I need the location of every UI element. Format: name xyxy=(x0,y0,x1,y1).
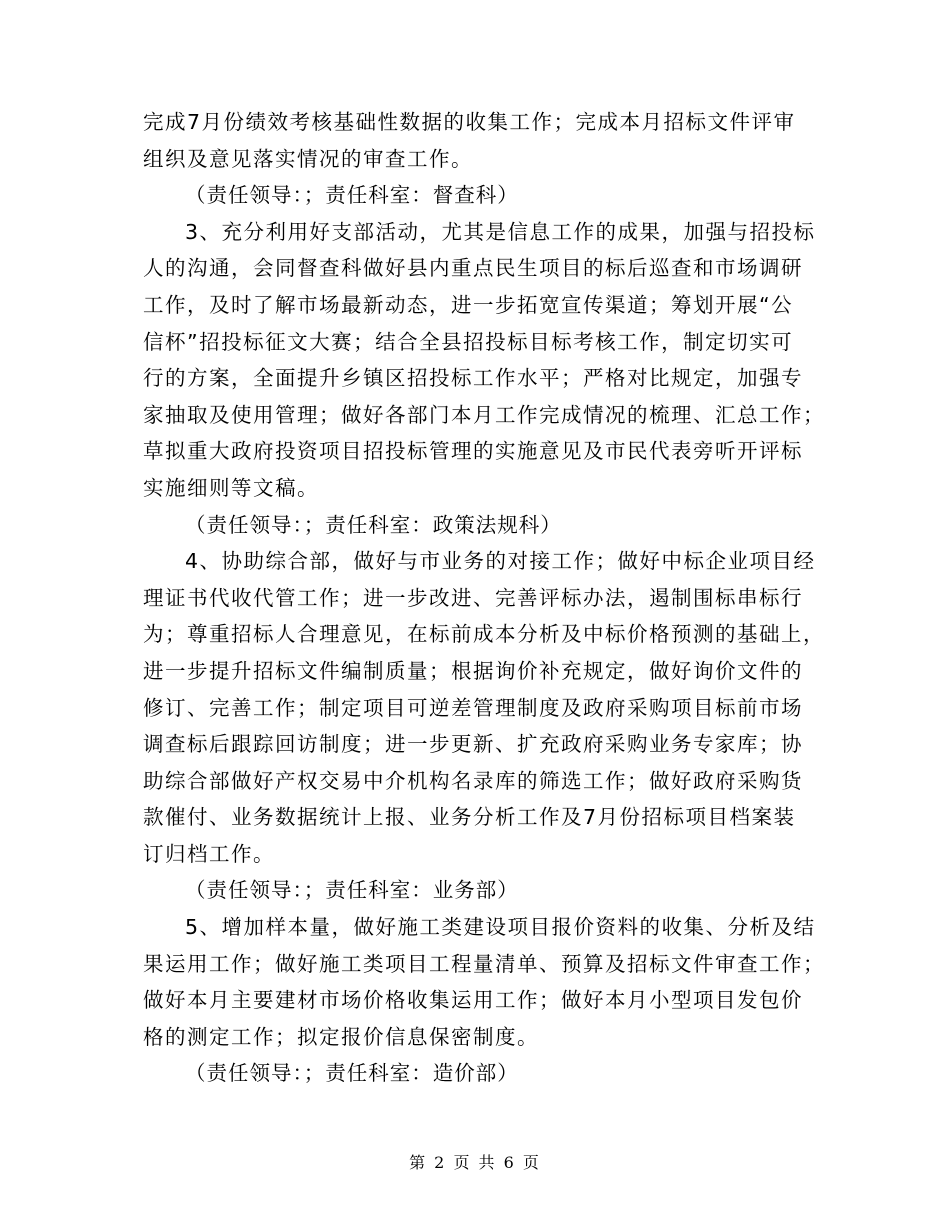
text-line: 行的方案，全面提升乡镇区招投标工作水平；严格对比规定，加强专 xyxy=(143,366,803,391)
text-line: 完成7月份绩效考核基础性数据的收集工作；完成本月招标文件评审 xyxy=(143,110,796,134)
text-line: 果运用工作；做好施工类项目工程量清单、预算及招标文件审查工作； xyxy=(143,951,825,976)
text-line: 理证书代收代管工作；进一步改进、完善评标办法，遏制围标串标行 xyxy=(143,585,803,610)
text-line: 人的沟通，会同督查科做好县内重点民生项目的标后巡查和市场调研 xyxy=(143,256,803,281)
page-number: 第 2 页 共 6 页 xyxy=(409,1153,541,1172)
text-line: 实施细则等文稿。 xyxy=(143,475,319,500)
text-line: 调查标后跟踪回访制度；进一步更新、扩充政府采购业务专家库；协 xyxy=(143,732,803,757)
text-line: 家抽取及使用管理；做好各部门本月工作完成情况的梳理、汇总工作； xyxy=(143,402,825,427)
responsibility-line: （责任领导：；责任科室：业务部） xyxy=(185,878,519,903)
paragraph-start-3: 3、充分利用好支部活动，尤其是信息工作的成果，加强与招投标 xyxy=(185,219,816,244)
document-body xyxy=(143,104,825,1092)
text-line: 为；尊重招标人合理意见，在标前成本分析及中标价格预测的基础上， xyxy=(143,622,825,647)
paragraph-start-4: 4、协助综合部，做好与市业务的对接工作；做好中标企业项目经 xyxy=(185,549,816,574)
responsibility-line: （责任领导：；责任科室：政策法规科） xyxy=(185,512,562,537)
text-line: 草拟重大政府投资项目招投标管理的实施意见及市民代表旁听开评标 xyxy=(143,439,803,464)
text-line: 工作，及时了解市场最新动态，进一步拓宽宣传渠道；筹划开展“公 xyxy=(143,292,794,317)
text-line: 进一步提升招标文件编制质量；根据询价补充规定，做好询价文件的 xyxy=(143,658,803,683)
text-line: 助综合部做好产权交易中介机构名录库的筛选工作；做好政府采购货 xyxy=(143,768,803,793)
responsibility-line: （责任领导：；责任科室：督查科） xyxy=(185,183,519,208)
responsibility-line: （责任领导：；责任科室：造价部） xyxy=(185,1061,519,1086)
text-line: 修订、完善工作；制定项目可逆差管理制度及政府采购项目标前市场 xyxy=(143,695,803,720)
text-line: 订归档工作。 xyxy=(143,841,275,866)
text-line: 格的测定工作；拟定报价信息保密制度。 xyxy=(143,1024,539,1049)
text-line: 组织及意见落实情况的审查工作。 xyxy=(143,146,473,171)
text-line: 款催付、业务数据统计上报、业务分析工作及7月份招标项目档案装 xyxy=(143,805,796,830)
paragraph-start-5: 5、增加样本量，做好施工类建设项目报价资料的收集、分析及结 xyxy=(185,915,816,940)
text-line: 信杯”招投标征文大赛；结合全县招投标目标考核工作，制定切实可 xyxy=(143,329,794,354)
text-line: 做好本月主要建材市场价格收集运用工作；做好本月小型项目发包价 xyxy=(143,988,803,1013)
